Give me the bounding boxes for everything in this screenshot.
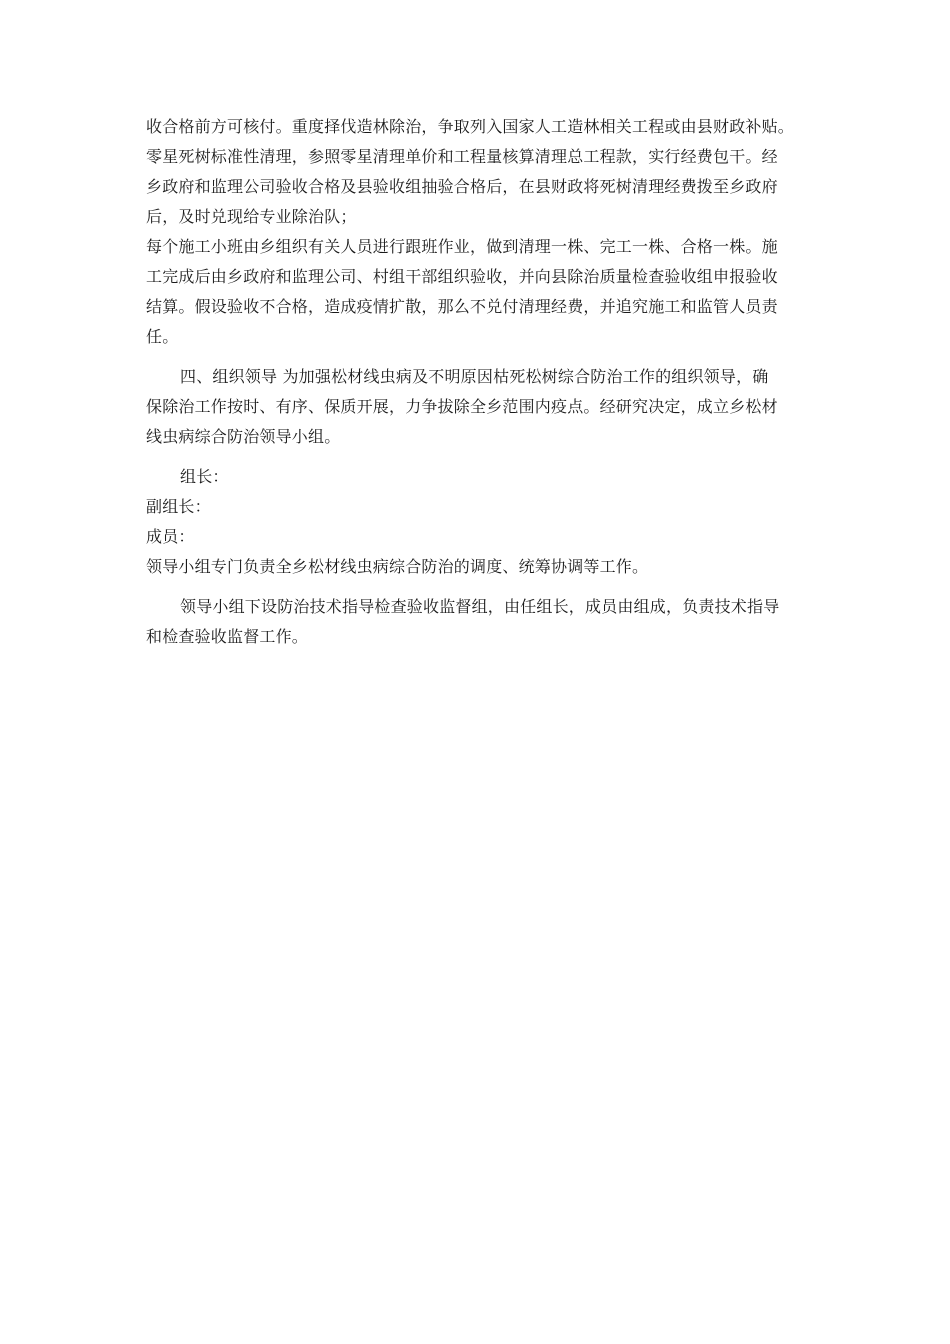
text-line: 保除治工作按时、有序、保质开展，力争拔除全乡范围内疫点。经研究决定，成立乡松材 [146, 397, 778, 416]
text-line: 乡政府和监理公司验收合格及县验收组抽验合格后，在县财政将死树清理经费拨至乡政府 [146, 177, 778, 196]
text-line: 后，及时兑现给专业除治队； [146, 207, 357, 226]
group-leader-label: 组长： [180, 467, 229, 486]
paragraph-supervision-group [146, 592, 814, 652]
document-body [146, 112, 814, 652]
text-line: 和检查验收监督工作。 [146, 627, 309, 646]
members-label: 成员： [146, 527, 195, 546]
text-line: 任。 [146, 327, 179, 346]
deputy-leader-label: 副组长： [146, 497, 211, 516]
text-line: 每个施工小班由乡组织有关人员进行跟班作业，做到清理一株、完工一株、合格一株。施 [146, 237, 778, 256]
text-line: 领导小组下设防治技术指导检查验收监督组，由任组长，成员由组成，负责技术指导 [180, 597, 780, 616]
text-line: 结算。假设验收不合格，造成疫情扩散，那么不兑付清理经费，并追究施工和监管人员责 [146, 297, 778, 316]
paragraph-organization-leadership [146, 362, 814, 452]
text-line: 零星死树标准性清理，参照零星清理单价和工程量核算清理总工程款，实行经费包干。经 [146, 147, 778, 166]
section-heading-line: 四、组织领导 为加强松材线虫病及不明原因枯死松树综合防治工作的组织领导，确 [180, 367, 769, 386]
text-line: 线虫病综合防治领导小组。 [146, 427, 341, 446]
text-line: 工完成后由乡政府和监理公司、村组干部组织验收，并向县除治质量检查验收组申报验收 [146, 267, 778, 286]
paragraph-leadership-group [146, 462, 814, 582]
paragraph-inspection-funding [146, 112, 814, 352]
text-line: 领导小组专门负责全乡松材线虫病综合防治的调度、统筹协调等工作。 [146, 557, 649, 576]
text-line: 收合格前方可核付。重度择伐造林除治，争取列入国家人工造林相关工程或由县财政补贴。 [146, 117, 795, 136]
